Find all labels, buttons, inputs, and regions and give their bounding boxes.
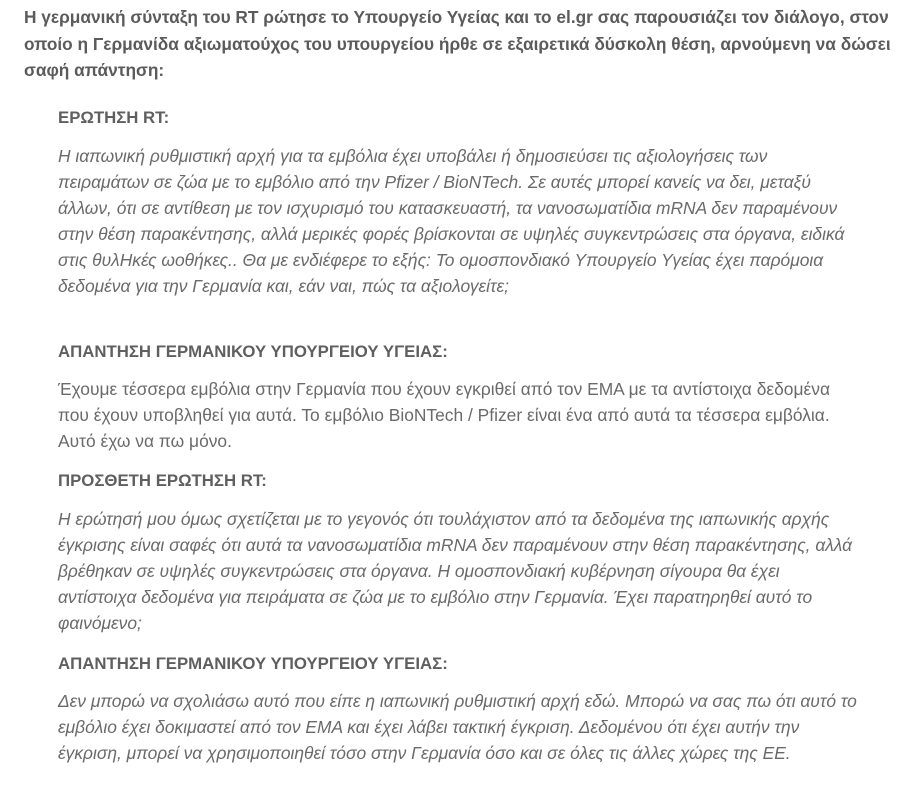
answer-1-block [58,340,858,364]
followup-question-text: Η ερώτησή μου όμως σχετίζεται με το γεγονός ότι τουλάχιστον από τα δεδομένα της ιαπωνικής αρχής έγκρισης είναι σαφές ότι αυτά τα νανοσωματίδια mRNA δεν παραμένουν στην θέση παρακέντησης, αλλά βρέθηκαν σε υψηλές συγκεντρώσεις στα όργανα. Η ομοσπονδιακή κυβέρνηση σίγουρα θα έχει αντίστοιχα δεδομένα για πειράματα σε ζώα με το εμβόλιο στην Γερμανία. Έχει παρατηρηθεί αυτό το φαινόμενο; [58,509,853,633]
answer-heading: ΑΠΑΝΤΗΣΗ ΓΕΡΜΑΝΙΚΟΥ ΥΠΟΥΡΓΕΙΟΥ ΥΓΕΙΑΣ: [58,342,448,361]
question-2-block [58,469,858,493]
question-heading: ΕΡΩΤΗΣΗ RT: [58,108,170,127]
question-text: Η ιαπωνική ρυθμιστική αρχή για τα εμβόλια έχει υποβάλει ή δημοσιεύσει τις αξιολογήσεις των πειραμάτων σε ζώα με το εμβόλιο από την Pfizer / BioNTech. Σε αυτές μπορεί κανείς να δει, μεταξύ άλλων, ότι σε αντίθεση με τον ισχυρισμό του κατασκευαστή, τα νανοσωματίδια mRNA δεν παραμένουν στην θέση παρακέντησης, αλλά μερικές φορές βρίσκονται σε υψηλές συγκεντρώσεις στα όργανα, ειδικά στις θυλHκές ωοθήκες.. Θα με ενδιέφερε το εξής: Το ομοσπονδιακό Υπουργείο Υγείας έχει παρόμοια δεδομένα για την Γερμανία και, εάν ναι, πώς τα αξιολογείτε; [58,146,845,296]
question-1-block [58,106,858,130]
question-1-text-block [58,144,858,299]
intro-paragraph: Η γερμανική σύνταξη του RT ρώτησε το Υπουργείο Υγείας και το el.gr σας παρουσιάζει τον διάλογο, στον οποίο η Γερμανίδα αξιωματούχος του υπουργείου ήρθε σε εξαιρετικά δύσκολη θέση, αρνούμενη να δώσει σαφή απάντηση: [24,7,891,80]
followup-question-heading: ΠΡΟΣΘΕΤΗ ΕΡΩΤΗΣΗ RT: [58,471,267,490]
answer-heading-2: ΑΠΑΝΤΗΣΗ ΓΕΡΜΑΝΙΚΟΥ ΥΠΟΥΡΓΕΙΟΥ ΥΓΕΙΑΣ: [58,654,448,673]
question-2-text-block [58,507,858,637]
answer-text-2: Δεν μπορώ να σχολιάσω αυτό που είπε η ιαπωνική ρυθμιστική αρχή εδώ. Μπορώ να σας πω ότι αυτό το εμβόλιο έχει δοκιμαστεί από τον ΕΜΑ και έχει λάβει τακτική έγκριση. Δεδομένου ότι έχει αυτήν την έγκριση, μπορεί να χρησιμοποιηθεί τόσο στην Γερμανία όσο και σε όλες τις άλλες χώρες της ΕΕ. [58,691,857,763]
answer-1-text-block [58,377,858,455]
answer-text: Έχουμε τέσσερα εμβόλια στην Γερμανία που έχουν εγκριθεί από τον ΕΜΑ με τα αντίστοιχα δεδομένα που έχουν υποβληθεί για αυτά. Το εμβόλιο BioNTech / Pfizer είναι ένα από αυτά τα τέσσερα εμβόλια. Αυτό έχω να πω μόνο. [58,379,830,451]
answer-2-block [58,652,858,676]
answer-2-text-block [58,689,858,767]
